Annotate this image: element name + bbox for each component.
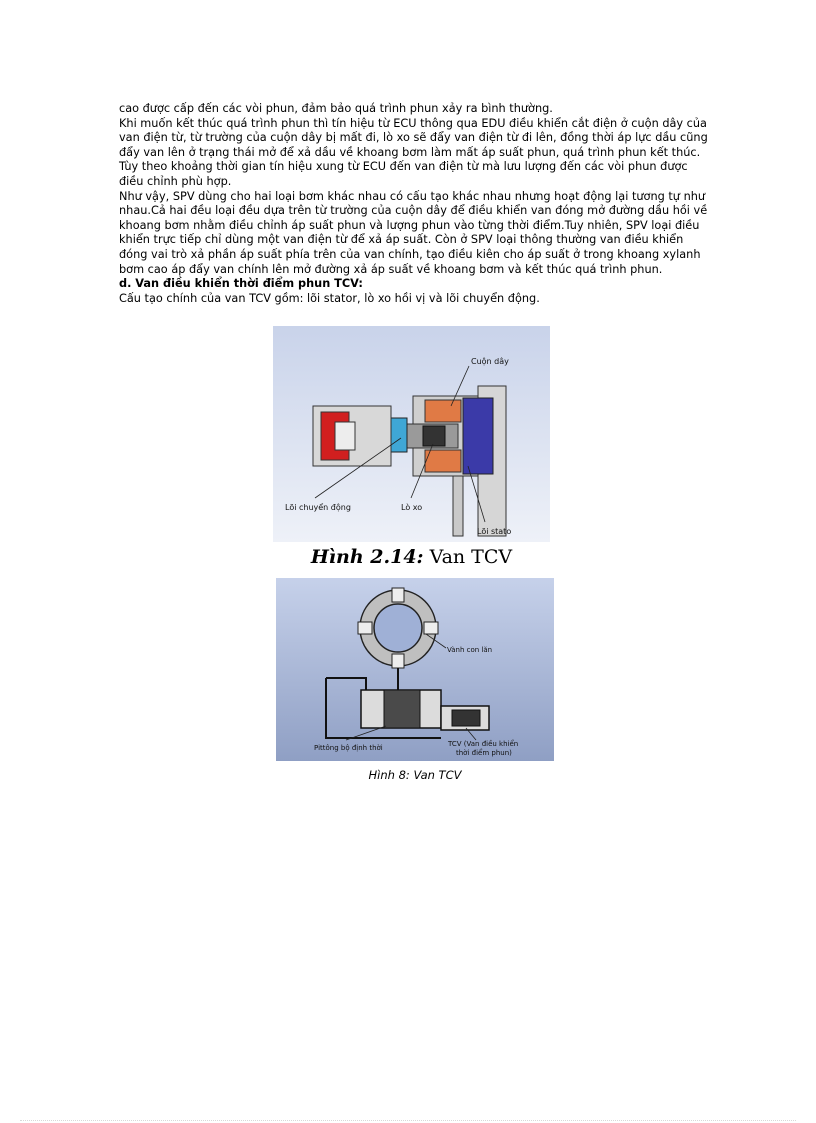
figure-2-caption: Hình 8: Van TCV xyxy=(368,768,462,782)
section-heading: d. Van điều khiển thời điểm phun TCV: xyxy=(119,277,363,291)
label-spring: Lò xo xyxy=(401,503,423,512)
page-bottom-rule xyxy=(20,1120,796,1121)
label-coil: Cuộn dây xyxy=(471,357,509,366)
roller-top xyxy=(392,588,404,602)
label-stator: Lõi stato xyxy=(477,527,512,536)
spring xyxy=(423,426,445,446)
roller-bottom xyxy=(392,654,404,668)
cyan-part xyxy=(391,418,407,452)
timing-piston xyxy=(384,690,420,728)
paragraph-1: cao được cấp đến các vòi phun, đảm bảo quá trình phun xảy ra bình thường. xyxy=(119,102,553,115)
label-piston: Pittông bộ định thời xyxy=(314,744,383,752)
figure-1-caption xyxy=(273,546,550,568)
body-text xyxy=(119,102,709,306)
figure-1-caption-label: Hình 2.14: xyxy=(310,546,424,568)
label-tcv-1: TCV (Van điều khiển xyxy=(448,740,519,748)
section-intro: Cấu tạo chính của van TCV gồm: lõi stator, lò xo hồi vị và lõi chuyển động. xyxy=(119,291,540,305)
roller-left xyxy=(358,622,372,634)
tcv-cross-section-figure xyxy=(273,326,550,542)
tcv-core xyxy=(452,710,480,726)
label-tcv-2: thời điểm phun) xyxy=(456,749,512,757)
figure-1-caption-text: Van TCV xyxy=(423,546,513,568)
label-moving-core: Lõi chuyển động xyxy=(285,503,351,512)
paragraph-3: Như vậy, SPV dùng cho hai loại bơm khác nhau có cấu tạo khác nhau nhưng hoạt động lại tương tự như nhau.Cả hai đều loại đều dựa trên từ trường của cuộn dây để điều khiển van đóng mở đường dầu hồi về khoang bơm nhằm điều chỉnh áp suất phun và lượng phun vào từng thời điểm.Tuy nhiên, SPV loại điều khiển trực tiếp chỉ dùng một van điện từ để xả áp suất. Còn ở SPV loại thông thường van điều khiển đóng vai trò xả phần áp suất phía trên của van chính, tạo điều kiên cho áp suất ở trong khoang xylanh bơm cao áp đẩy van chính lên mở đường xả áp suất về khoang bơm và kết thúc quá trình phun. xyxy=(119,189,708,276)
roller-ring-inner xyxy=(374,604,422,652)
red-insert xyxy=(335,422,355,450)
paragraph-2: Khi muốn kết thúc quá trình phun thì tín hiệu từ ECU thông qua EDU điều khiển cắt điện ở cuộn dây của van điện từ, từ trường của cuộn dây bị mất đi, lò xo sẽ đẩy van điện từ đi lên, đồng thời áp lực dầu cũng đẩy van lên ở trạng thái mở để xả dầu về khoang bơm làm mất áp suất phun, quá trình phun kết thúc. Tùy theo khoảng thời gian tín hiệu xung từ ECU đến van điện từ mà lưu lượng đến các vòi phun được điều chỉnh phù hợp. xyxy=(119,116,708,188)
roller-right xyxy=(424,622,438,634)
timing-device-figure xyxy=(276,578,554,761)
blue-body xyxy=(463,398,493,474)
coil-bottom xyxy=(425,450,461,472)
coil-top xyxy=(425,400,461,422)
label-roller-ring: Vành con lăn xyxy=(447,646,493,654)
